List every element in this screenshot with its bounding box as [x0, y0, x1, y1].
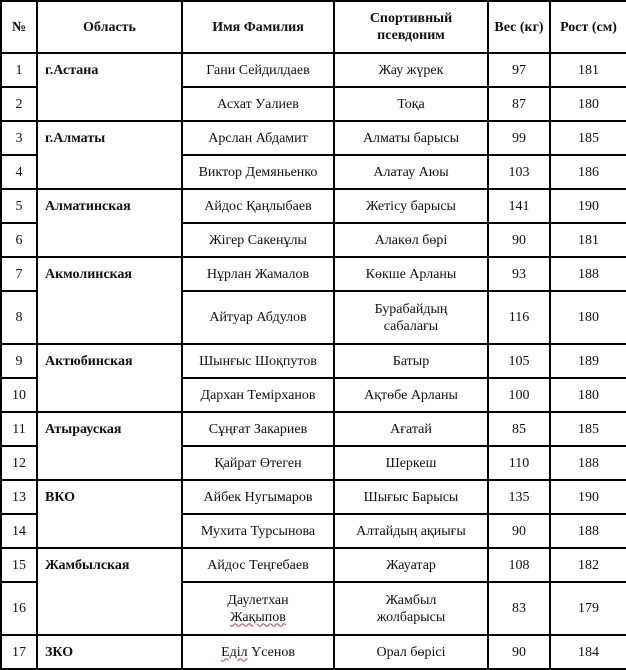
athlete-weight: 90 [488, 514, 550, 548]
athlete-name: Жігер Сакенұлы [182, 223, 334, 257]
table-row [1, 189, 626, 223]
athlete-alias: Жамбыл жолбарысы [334, 582, 488, 635]
row-num: 4 [1, 155, 37, 189]
athlete-weight: 135 [488, 480, 550, 514]
row-num: 11 [1, 412, 37, 446]
athlete-name: Мухита Турсынова [182, 514, 334, 548]
athlete-height: 186 [550, 155, 626, 189]
athlete-name: Айбек Нугымаров [182, 480, 334, 514]
athlete-alias: Жетісу барысы [334, 189, 488, 223]
row-num: 6 [1, 223, 37, 257]
athlete-weight: 105 [488, 344, 550, 378]
athlete-height: 185 [550, 412, 626, 446]
athlete-height: 180 [550, 378, 626, 412]
athlete-weight: 103 [488, 155, 550, 189]
row-num: 3 [1, 121, 37, 155]
row-num: 13 [1, 480, 37, 514]
athlete-height: 181 [550, 53, 626, 87]
athlete-height: 188 [550, 446, 626, 480]
athlete-weight: 97 [488, 53, 550, 87]
athlete-weight: 93 [488, 257, 550, 291]
header-row [1, 1, 626, 53]
athlete-alias: Ағатай [334, 412, 488, 446]
region-cell: Алматинская [37, 189, 182, 257]
region-cell: Жамбылская [37, 548, 182, 635]
table-row [1, 344, 626, 378]
table-row [1, 412, 626, 446]
row-num: 14 [1, 514, 37, 548]
row-num: 16 [1, 582, 37, 635]
athlete-name: Айтуар Абдулов [182, 291, 334, 344]
athlete-alias: Тоқа [334, 87, 488, 121]
athlete-weight: 141 [488, 189, 550, 223]
athlete-name: Айдос Теңгебаев [182, 548, 334, 582]
athlete-alias: Көкше Арланы [334, 257, 488, 291]
athlete-alias: Алтайдың ақиығы [334, 514, 488, 548]
athlete-height: 180 [550, 291, 626, 344]
athlete-height: 189 [550, 344, 626, 378]
athlete-height: 185 [550, 121, 626, 155]
athlete-height: 190 [550, 189, 626, 223]
region-cell: г.Астана [37, 53, 182, 121]
athlete-alias: Бурабайдың сабалағы [334, 291, 488, 344]
athlete-name [182, 582, 334, 635]
athlete-weight: 83 [488, 582, 550, 635]
athlete-name: Виктор Демяньенко [182, 155, 334, 189]
athlete-last-name: Үсенов [251, 644, 295, 660]
header-region: Область [37, 1, 182, 53]
athlete-name: Айдос Қаңлыбаев [182, 189, 334, 223]
athlete-height: 179 [550, 582, 626, 635]
row-num: 1 [1, 53, 37, 87]
athlete-alias: Орал бөрісі [334, 635, 488, 669]
region-cell: Атырауская [37, 412, 182, 480]
row-num: 15 [1, 548, 37, 582]
athlete-alias: Алматы барысы [334, 121, 488, 155]
athlete-height: 190 [550, 480, 626, 514]
table-row [1, 548, 626, 582]
region-cell: Актюбинская [37, 344, 182, 412]
athlete-first-name: Еділ [221, 644, 248, 660]
athlete-height: 182 [550, 548, 626, 582]
athlete-name: Асхат Уалиев [182, 87, 334, 121]
athlete-height: 188 [550, 514, 626, 548]
athlete-alias: Жау жүрек [334, 53, 488, 87]
header-num: № [1, 1, 37, 53]
athlete-height: 188 [550, 257, 626, 291]
header-name: Имя Фамилия [182, 1, 334, 53]
region-cell: г.Алматы [37, 121, 182, 189]
table-row [1, 53, 626, 87]
athlete-alias: Алакөл бөрі [334, 223, 488, 257]
athlete-first-name: Даулетхан [227, 592, 289, 608]
athlete-last-name: Жақыпов [230, 609, 286, 625]
athlete-weight: 99 [488, 121, 550, 155]
athlete-weight: 85 [488, 412, 550, 446]
athlete-weight: 116 [488, 291, 550, 344]
athlete-weight: 90 [488, 635, 550, 669]
athlete-name: Сұңғат Закариев [182, 412, 334, 446]
table-row [1, 121, 626, 155]
athlete-name: Қайрат Өтеген [182, 446, 334, 480]
athlete-name: Гани Сейдилдаев [182, 53, 334, 87]
athlete-alias: Алатау Аюы [334, 155, 488, 189]
region-cell: ВКО [37, 480, 182, 548]
athlete-alias: Шығыс Барысы [334, 480, 488, 514]
athlete-alias: Ақтөбе Арланы [334, 378, 488, 412]
athlete-height: 181 [550, 223, 626, 257]
athlete-alias: Шеркеш [334, 446, 488, 480]
athlete-alias: Батыр [334, 344, 488, 378]
athlete-height: 180 [550, 87, 626, 121]
header-alias: Спортивный псевдоним [334, 1, 488, 53]
athlete-weight: 87 [488, 87, 550, 121]
athlete-weight: 100 [488, 378, 550, 412]
athlete-name: Нұрлан Жамалов [182, 257, 334, 291]
row-num: 8 [1, 291, 37, 344]
table-row [1, 257, 626, 291]
header-height: Рост (см) [550, 1, 626, 53]
header-weight: Вес (кг) [488, 1, 550, 53]
row-num: 9 [1, 344, 37, 378]
row-num: 2 [1, 87, 37, 121]
athlete-weight: 90 [488, 223, 550, 257]
athlete-weight: 108 [488, 548, 550, 582]
row-num: 10 [1, 378, 37, 412]
row-num: 7 [1, 257, 37, 291]
athlete-weight: 110 [488, 446, 550, 480]
region-cell: Акмолинская [37, 257, 182, 344]
athlete-alias: Жауатар [334, 548, 488, 582]
athlete-name: Дархан Темірханов [182, 378, 334, 412]
table-row [1, 480, 626, 514]
row-num: 5 [1, 189, 37, 223]
athlete-height: 184 [550, 635, 626, 669]
athlete-name: Шынғыс Шоқпутов [182, 344, 334, 378]
row-num: 12 [1, 446, 37, 480]
athlete-name: Арслан Абдамит [182, 121, 334, 155]
region-cell: ЗКО [37, 635, 182, 669]
row-num: 17 [1, 635, 37, 669]
